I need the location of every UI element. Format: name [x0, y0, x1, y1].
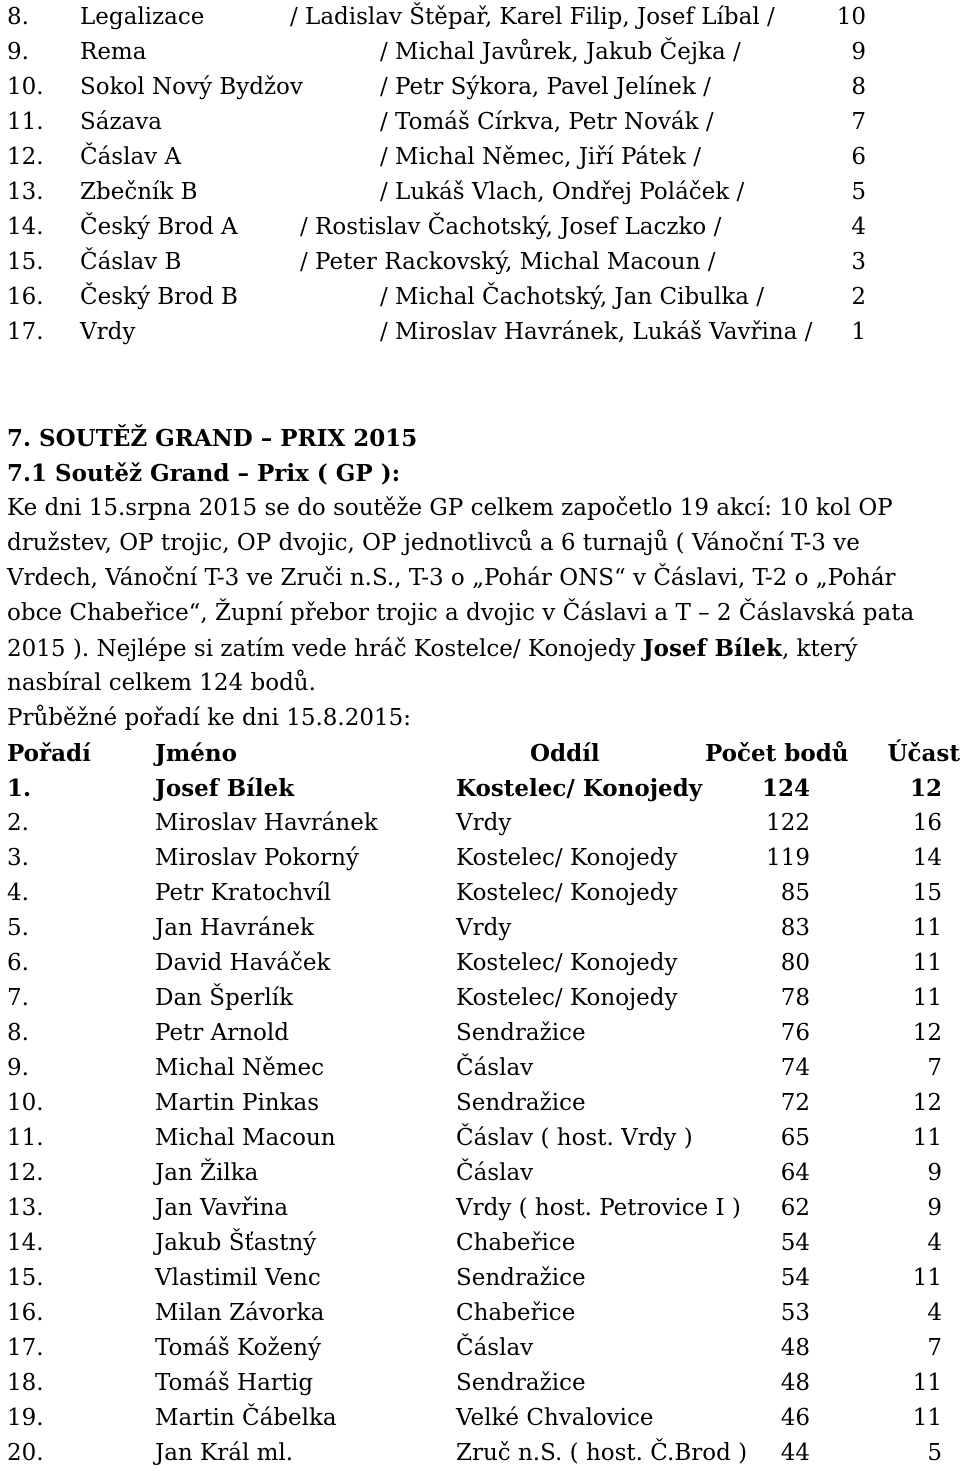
table-row — [0, 981, 960, 1016]
paragraph-line: družstev, OP trojic, OP dvojic, OP jednotlivců a 6 turnajů ( Vánoční T-3 ve — [7, 530, 860, 556]
row-rank: 3. — [7, 845, 29, 871]
team-points: 1 — [851, 319, 866, 345]
row-participation: 15 — [912, 880, 942, 906]
team-ranking-row — [0, 315, 960, 350]
row-club: Kostelec/ Konojedy — [456, 880, 678, 906]
row-rank: 6. — [7, 950, 29, 976]
row-rank: 15. — [7, 1265, 44, 1291]
row-club: Kostelec/ Konojedy — [456, 950, 678, 976]
team-players: / Michal Čachotský, Jan Cibulka / — [380, 284, 765, 310]
row-rank: 7. — [7, 985, 29, 1011]
team-name: Zbečník B — [80, 179, 198, 205]
header-name: Jméno — [155, 740, 237, 767]
row-rank: 12. — [7, 1160, 44, 1186]
row-club: Sendražice — [456, 1265, 586, 1291]
row-rank: 16. — [7, 1300, 44, 1326]
row-points: 64 — [780, 1160, 810, 1186]
row-points: 62 — [780, 1195, 810, 1221]
row-participation: 11 — [912, 1265, 942, 1291]
row-name: Milan Závorka — [155, 1300, 325, 1326]
team-points: 10 — [836, 4, 866, 30]
row-rank: 20. — [7, 1440, 44, 1466]
row-name: Michal Němec — [155, 1055, 325, 1081]
row-club: Čáslav — [456, 1335, 534, 1361]
row-participation: 11 — [912, 1370, 942, 1396]
row-points: 80 — [780, 950, 810, 976]
table-row — [0, 841, 960, 876]
table-row — [0, 1086, 960, 1121]
row-name: Vlastimil Venc — [155, 1265, 321, 1291]
row-rank: 1. — [7, 775, 32, 802]
team-name: Čáslav A — [80, 144, 182, 170]
row-rank: 13. — [7, 1195, 44, 1221]
row-club: Kostelec/ Konojedy — [456, 985, 678, 1011]
row-participation: 9 — [927, 1160, 942, 1186]
row-name: Martin Čábelka — [155, 1405, 337, 1431]
row-club: Sendražice — [456, 1020, 586, 1046]
team-players: / Petr Sýkora, Pavel Jelínek / — [380, 74, 711, 100]
team-points: 6 — [851, 144, 866, 170]
team-name: Vrdy — [80, 319, 136, 345]
row-participation: 16 — [912, 810, 942, 836]
row-name: Dan Šperlík — [155, 985, 294, 1011]
team-points: 2 — [851, 284, 866, 310]
table-row — [0, 1366, 960, 1401]
row-rank: 11. — [7, 1125, 44, 1151]
table-row — [0, 1296, 960, 1331]
table-row — [0, 1331, 960, 1366]
team-ranking-row — [0, 140, 960, 175]
rank: 9. — [7, 39, 29, 65]
row-points: 46 — [780, 1405, 810, 1431]
row-points: 54 — [780, 1230, 810, 1256]
row-participation: 5 — [927, 1440, 942, 1466]
section-heading: 7. SOUTĚŽ GRAND – PRIX 2015 — [7, 425, 418, 452]
team-players: / Tomáš Církva, Petr Novák / — [380, 109, 714, 135]
row-participation: 12 — [909, 775, 942, 802]
row-name: Miroslav Pokorný — [155, 845, 359, 871]
row-rank: 10. — [7, 1090, 44, 1116]
row-rank: 5. — [7, 915, 29, 941]
team-players: / Michal Němec, Jiří Pátek / — [380, 144, 701, 170]
row-participation: 11 — [912, 915, 942, 941]
paragraph-line: obce Chabeřice“, Župní přebor trojic a dvojic v Čáslavi a T – 2 Čáslavská pata — [7, 600, 915, 626]
team-name: Rema — [80, 39, 147, 65]
row-points: 74 — [780, 1055, 810, 1081]
row-club: Velké Chvalovice — [456, 1405, 654, 1431]
team-ranking-row — [0, 280, 960, 315]
team-players: / Michal Javůrek, Jakub Čejka / — [380, 39, 741, 65]
rank: 11. — [7, 109, 44, 135]
table-row — [0, 1191, 960, 1226]
row-participation: 7 — [927, 1335, 942, 1361]
rank: 14. — [7, 214, 44, 240]
row-name: Jakub Šťastný — [155, 1230, 317, 1256]
team-players: / Miroslav Havránek, Lukáš Vavřina / — [380, 319, 813, 345]
row-club: Chabeřice — [456, 1300, 576, 1326]
team-ranking-row — [0, 245, 960, 280]
row-club: Kostelec/ Konojedy — [456, 845, 678, 871]
row-participation: 4 — [927, 1300, 942, 1326]
row-club: Vrdy — [456, 915, 512, 941]
row-points: 83 — [780, 915, 810, 941]
row-participation: 11 — [912, 985, 942, 1011]
row-name: Petr Arnold — [155, 1020, 289, 1046]
team-players: / Rostislav Čachotský, Josef Laczko / — [300, 214, 722, 240]
paragraph-line: Ke dni 15.srpna 2015 se do soutěže GP celkem započetlo 19 akcí: 10 kol OP — [7, 495, 893, 521]
row-name: Miroslav Havránek — [155, 810, 378, 836]
team-name: Legalizace — [80, 4, 205, 30]
row-participation: 11 — [912, 1125, 942, 1151]
team-points: 9 — [851, 39, 866, 65]
rank: 10. — [7, 74, 44, 100]
table-header — [0, 736, 960, 771]
row-name: Petr Kratochvíl — [155, 880, 331, 906]
team-ranking-row — [0, 105, 960, 140]
row-name: Jan Vavřina — [155, 1195, 289, 1221]
team-points: 4 — [851, 214, 866, 240]
row-club: Sendražice — [456, 1090, 586, 1116]
row-name: David Haváček — [155, 950, 331, 976]
row-points: 53 — [780, 1300, 810, 1326]
row-name: Jan Žilka — [155, 1160, 259, 1186]
table-row — [0, 946, 960, 981]
row-participation: 9 — [927, 1195, 942, 1221]
row-club: Vrdy ( host. Petrovice I ) — [456, 1195, 741, 1221]
team-players: / Ladislav Štěpař, Karel Filip, Josef Líbal / — [290, 4, 775, 30]
team-ranking-row — [0, 35, 960, 70]
table-row — [0, 876, 960, 911]
row-rank: 18. — [7, 1370, 44, 1396]
row-name: Josef Bílek — [155, 775, 295, 802]
row-rank: 19. — [7, 1405, 44, 1431]
table-row — [0, 1051, 960, 1086]
row-participation: 14 — [912, 845, 942, 871]
team-players: / Lukáš Vlach, Ondřej Poláček / — [380, 179, 745, 205]
table-row — [0, 911, 960, 946]
row-rank: 4. — [7, 880, 29, 906]
leader-name: Josef Bílek — [642, 635, 782, 662]
team-players: / Peter Rackovský, Michal Macoun / — [300, 249, 716, 275]
table-row — [0, 1401, 960, 1436]
row-points: 48 — [780, 1370, 810, 1396]
table-row — [0, 806, 960, 841]
row-name: Michal Macoun — [155, 1125, 336, 1151]
section-subheading: 7.1 Soutěž Grand – Prix ( GP ): — [7, 460, 401, 487]
row-points: 122 — [766, 810, 810, 836]
row-name: Tomáš Hartig — [155, 1370, 314, 1396]
row-club: Kostelec/ Konojedy — [456, 775, 703, 802]
row-club: Čáslav — [456, 1055, 534, 1081]
table-row — [0, 1226, 960, 1261]
row-points: 44 — [780, 1440, 810, 1466]
team-ranking-row — [0, 0, 960, 35]
header-participation: Účast — [887, 740, 960, 767]
row-participation: 11 — [912, 950, 942, 976]
standings-caption: Průběžné pořadí ke dni 15.8.2015: — [7, 705, 412, 731]
table-row — [0, 1121, 960, 1156]
row-points: 124 — [761, 775, 810, 802]
table-row — [0, 771, 960, 806]
paragraph-line: Vrdech, Vánoční T-3 ve Zruči n.S., T-3 o „Pohár ONS“ v Čáslavi, T-2 o „Pohár — [7, 565, 896, 591]
row-points: 48 — [780, 1335, 810, 1361]
team-ranking-row — [0, 175, 960, 210]
team-points: 8 — [851, 74, 866, 100]
team-name: Sázava — [80, 109, 163, 135]
row-rank: 2. — [7, 810, 29, 836]
rank: 12. — [7, 144, 44, 170]
header-rank: Pořadí — [7, 740, 91, 767]
row-rank: 9. — [7, 1055, 29, 1081]
rank: 13. — [7, 179, 44, 205]
team-name: Sokol Nový Bydžov — [80, 74, 303, 100]
team-ranking-row — [0, 210, 960, 245]
row-name: Martin Pinkas — [155, 1090, 320, 1116]
team-name: Český Brod B — [80, 284, 238, 310]
row-name: Jan Havránek — [155, 915, 314, 941]
header-points: Počet bodů — [705, 740, 849, 767]
team-name: Čáslav B — [80, 249, 182, 275]
header-club: Oddíl — [530, 740, 600, 767]
row-club: Chabeřice — [456, 1230, 576, 1256]
row-participation: 7 — [927, 1055, 942, 1081]
row-participation: 12 — [912, 1020, 942, 1046]
paragraph-line: nasbíral celkem 124 bodů. — [7, 670, 316, 696]
row-club: Čáslav — [456, 1160, 534, 1186]
paragraph-text: 2015 ). Nejlépe si zatím vede hráč Kostelce/ Konojedy — [7, 636, 643, 662]
row-points: 72 — [780, 1090, 810, 1116]
row-club: Čáslav ( host. Vrdy ) — [456, 1125, 693, 1151]
rank: 8. — [7, 4, 29, 30]
row-rank: 14. — [7, 1230, 44, 1256]
team-points: 7 — [851, 109, 866, 135]
row-participation: 4 — [927, 1230, 942, 1256]
rank: 16. — [7, 284, 44, 310]
team-ranking-row — [0, 70, 960, 105]
row-points: 119 — [766, 845, 810, 871]
row-points: 78 — [780, 985, 810, 1011]
row-club: Sendražice — [456, 1370, 586, 1396]
row-points: 85 — [780, 880, 810, 906]
team-points: 3 — [851, 249, 866, 275]
row-rank: 17. — [7, 1335, 44, 1361]
row-participation: 12 — [912, 1090, 942, 1116]
table-row — [0, 1261, 960, 1296]
table-row — [0, 1016, 960, 1051]
row-rank: 8. — [7, 1020, 29, 1046]
team-name: Český Brod A — [80, 214, 238, 240]
row-points: 76 — [780, 1020, 810, 1046]
row-points: 65 — [780, 1125, 810, 1151]
row-points: 54 — [780, 1265, 810, 1291]
team-points: 5 — [851, 179, 866, 205]
paragraph-tail: , který — [781, 636, 858, 662]
rank: 15. — [7, 249, 44, 275]
rank: 17. — [7, 319, 44, 345]
row-name: Tomáš Kožený — [155, 1335, 321, 1361]
paragraph-line — [7, 631, 957, 667]
table-row — [0, 1156, 960, 1191]
row-club: Zruč n.S. ( host. Č.Brod ) — [456, 1440, 748, 1466]
row-club: Vrdy — [456, 810, 512, 836]
table-row — [0, 1436, 960, 1471]
row-name: Jan Král ml. — [155, 1440, 294, 1466]
row-participation: 11 — [912, 1405, 942, 1431]
